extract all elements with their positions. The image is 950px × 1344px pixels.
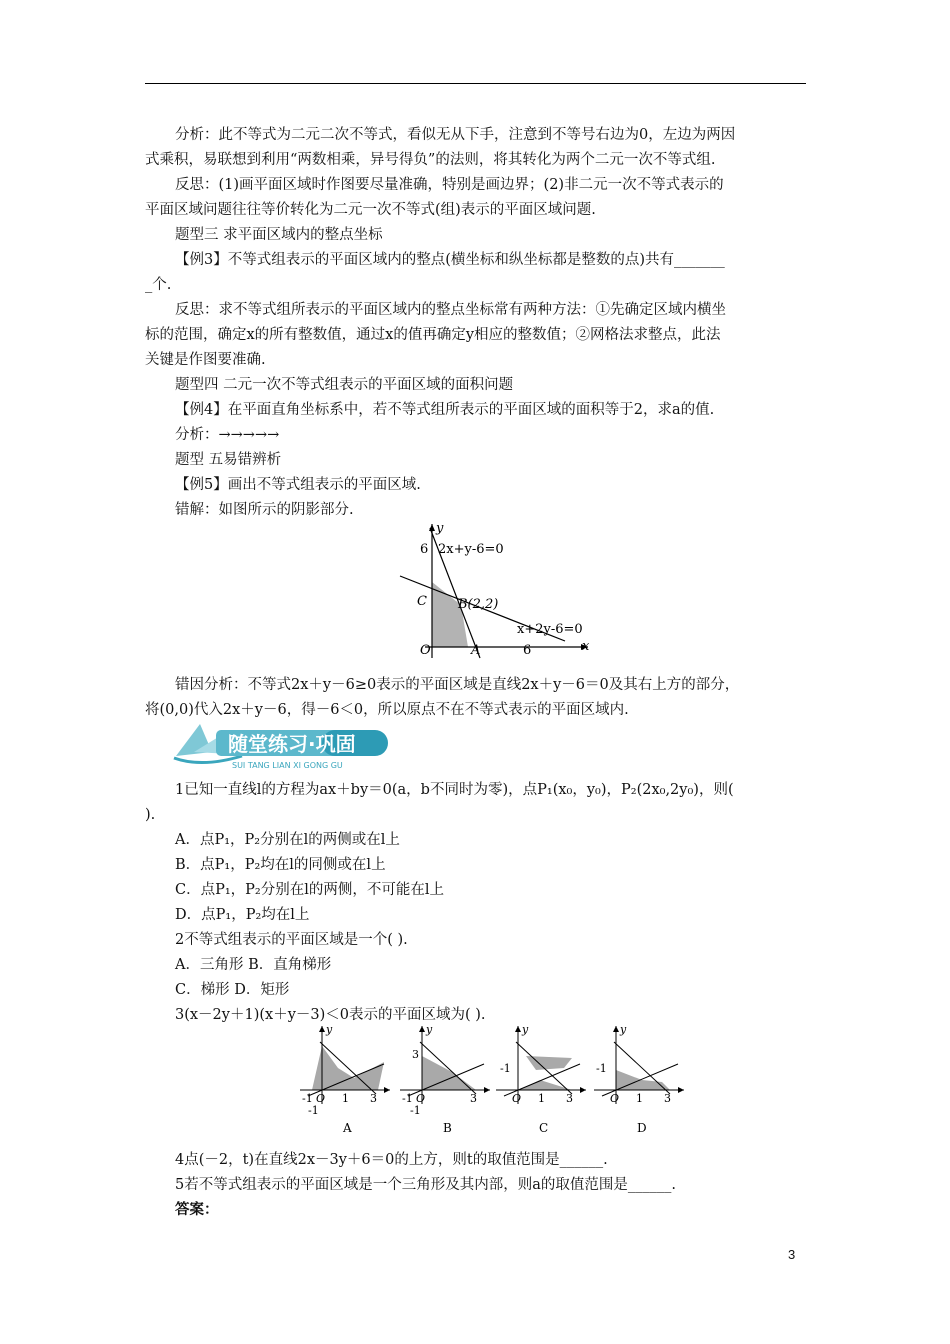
x-tick-6: 6 xyxy=(523,643,532,658)
reflection-3-line-1: 反思：求不等式组所表示的平面区域内的整点坐标常有两种方法：①先确定区域内横坐 xyxy=(175,302,726,318)
svg-text:y: y xyxy=(522,1023,529,1036)
svg-text:-1: -1 xyxy=(596,1062,607,1075)
point-a-label: A xyxy=(471,643,481,658)
banner-subtitle: SUI TANG LIAN XI GONG GU xyxy=(232,761,343,770)
option-label-a: A xyxy=(343,1121,352,1134)
svg-text:O: O xyxy=(610,1092,620,1105)
y-tick-6: 6 xyxy=(420,542,429,557)
analysis-line-1: 分析：此不等式为二元二次不等式，看似无从下手，注意到不等号右边为0，左边为两因 xyxy=(175,127,736,143)
graph-a xyxy=(300,1023,390,1134)
option-label-b: B xyxy=(443,1121,452,1134)
section-title-3: 题型三 求平面区域内的整点坐标 xyxy=(175,227,383,243)
line2-label: x+2y-6=0 xyxy=(517,622,583,637)
reflection-line-1: 反思：(1)画平面区域时作图要尽量准确，特别是画边界；(2)非二元一次不等式表示的 xyxy=(175,177,724,193)
example-3-line-1: 【例3】不等式组表示的平面区域内的整点(横坐标和纵坐标都是整数的点)共有_______ xyxy=(175,252,725,268)
question-1-option-c: C．点P₁，P₂分别在l的两侧，不可能在l上 xyxy=(175,882,445,898)
origin-label: O xyxy=(420,643,431,658)
question-4: 4点(－2，t)在直线2x－3y＋6＝0的上方，则t的取值范围是______. xyxy=(175,1152,608,1168)
reflection-3-line-3: 关键是作图要准确. xyxy=(145,352,266,368)
page-number: 3 xyxy=(788,1247,796,1262)
graph-d xyxy=(594,1023,684,1134)
example-3-line-2: _个. xyxy=(145,277,172,293)
svg-text:1: 1 xyxy=(636,1092,643,1105)
question-1-line-1: 1已知一直线l的方程为ax＋by＝0(a，b不同时为零)，点P₁(x₀，y₀)，P₂(2x₀,2y₀)，则( xyxy=(175,782,734,798)
question-2: 2不等式组表示的平面区域是一个( ). xyxy=(175,932,408,948)
question-1-option-a: A．点P₁，P₂分别在l的两侧或在l上 xyxy=(175,832,400,848)
practice-banner xyxy=(172,722,408,772)
question-3: 3(x－2y＋1)(x＋y－3)＜0表示的平面区域为( ). xyxy=(175,1007,486,1023)
svg-text:-1: -1 xyxy=(500,1062,511,1075)
error-analysis-line-1: 错因分析：不等式2x＋y－6≥0表示的平面区域是直线2x＋y－6＝0及其右上方的部分， xyxy=(175,677,740,693)
svg-text:y: y xyxy=(620,1023,627,1036)
reflection-3-line-2: 标的范围，确定x的所有整数值，通过x的值再确定y相应的整数值；②网格法求整点，此法 xyxy=(145,327,721,343)
y-axis-label: y xyxy=(436,521,444,536)
example-4: 【例4】在平面直角坐标系中，若不等式组所表示的平面区域的面积等于2，求a的值. xyxy=(175,402,715,418)
error-analysis-line-2: 将(0,0)代入2x＋y－6，得－6＜0，所以原点不在不等式表示的平面区域内. xyxy=(145,702,629,718)
svg-text:-1: -1 xyxy=(308,1104,319,1117)
header-rule xyxy=(145,83,806,84)
x-axis-label: x xyxy=(582,639,590,654)
graph-c xyxy=(496,1023,586,1134)
analysis-line-2: 式乘积，易联想到利用“两数相乘，异号得负”的法则，将其转化为两个二元一次不等式组. xyxy=(145,152,716,168)
question-2-options-ab: A．三角形 B．直角梯形 xyxy=(175,957,332,973)
question-2-options-cd: C．梯形 D．矩形 xyxy=(175,982,290,998)
svg-text:-1: -1 xyxy=(410,1104,421,1117)
question-1-option-b: B．点P₁，P₂均在l的同侧或在l上 xyxy=(175,857,386,873)
svg-text:1: 1 xyxy=(538,1092,545,1105)
reflection-line-2: 平面区域问题往往等价转化为二元一次不等式(组)表示的平面区域问题. xyxy=(145,202,596,218)
svg-text:-1: -1 xyxy=(402,1092,413,1105)
analysis-4: 分析：→→→→→ xyxy=(175,427,280,443)
svg-text:O: O xyxy=(316,1092,326,1105)
options-figure xyxy=(298,1022,690,1134)
section-title-5: 题型 五易错辨析 xyxy=(175,452,282,468)
answers-heading: 答案： xyxy=(175,1201,219,1218)
section-title-4: 题型四 二元一次不等式组表示的平面区域的面积问题 xyxy=(175,377,514,393)
svg-text:3: 3 xyxy=(664,1092,671,1105)
graph-b xyxy=(400,1023,490,1134)
svg-text:3: 3 xyxy=(412,1048,419,1061)
wrong-solution: 错解：如图所示的阴影部分. xyxy=(175,502,354,518)
option-label-c: C xyxy=(539,1121,549,1134)
question-1-line-2: ). xyxy=(145,807,156,823)
point-b-label: B(2,2) xyxy=(458,597,499,612)
example-5: 【例5】画出不等式组表示的平面区域. xyxy=(175,477,421,493)
point-c-label: C xyxy=(417,594,427,609)
svg-text:3: 3 xyxy=(470,1092,477,1105)
banner-title: 随堂练习·巩固 xyxy=(228,732,356,756)
option-label-d: D xyxy=(637,1121,647,1134)
svg-text:1: 1 xyxy=(342,1092,349,1105)
svg-text:O: O xyxy=(416,1092,426,1105)
line1-label: 2x+y-6=0 xyxy=(438,542,504,557)
svg-text:O: O xyxy=(512,1092,522,1105)
question-5: 5若不等式组表示的平面区域是一个三角形及其内部，则a的取值范围是______. xyxy=(175,1177,676,1193)
svg-text:y: y xyxy=(326,1023,333,1036)
shaded-region xyxy=(432,582,468,647)
svg-text:-1: -1 xyxy=(302,1092,313,1105)
svg-text:3: 3 xyxy=(566,1092,573,1105)
svg-text:y: y xyxy=(426,1023,433,1036)
question-1-option-d: D．点P₁，P₂均在l上 xyxy=(175,907,310,923)
region-figure xyxy=(392,518,592,660)
svg-text:3: 3 xyxy=(370,1092,377,1105)
